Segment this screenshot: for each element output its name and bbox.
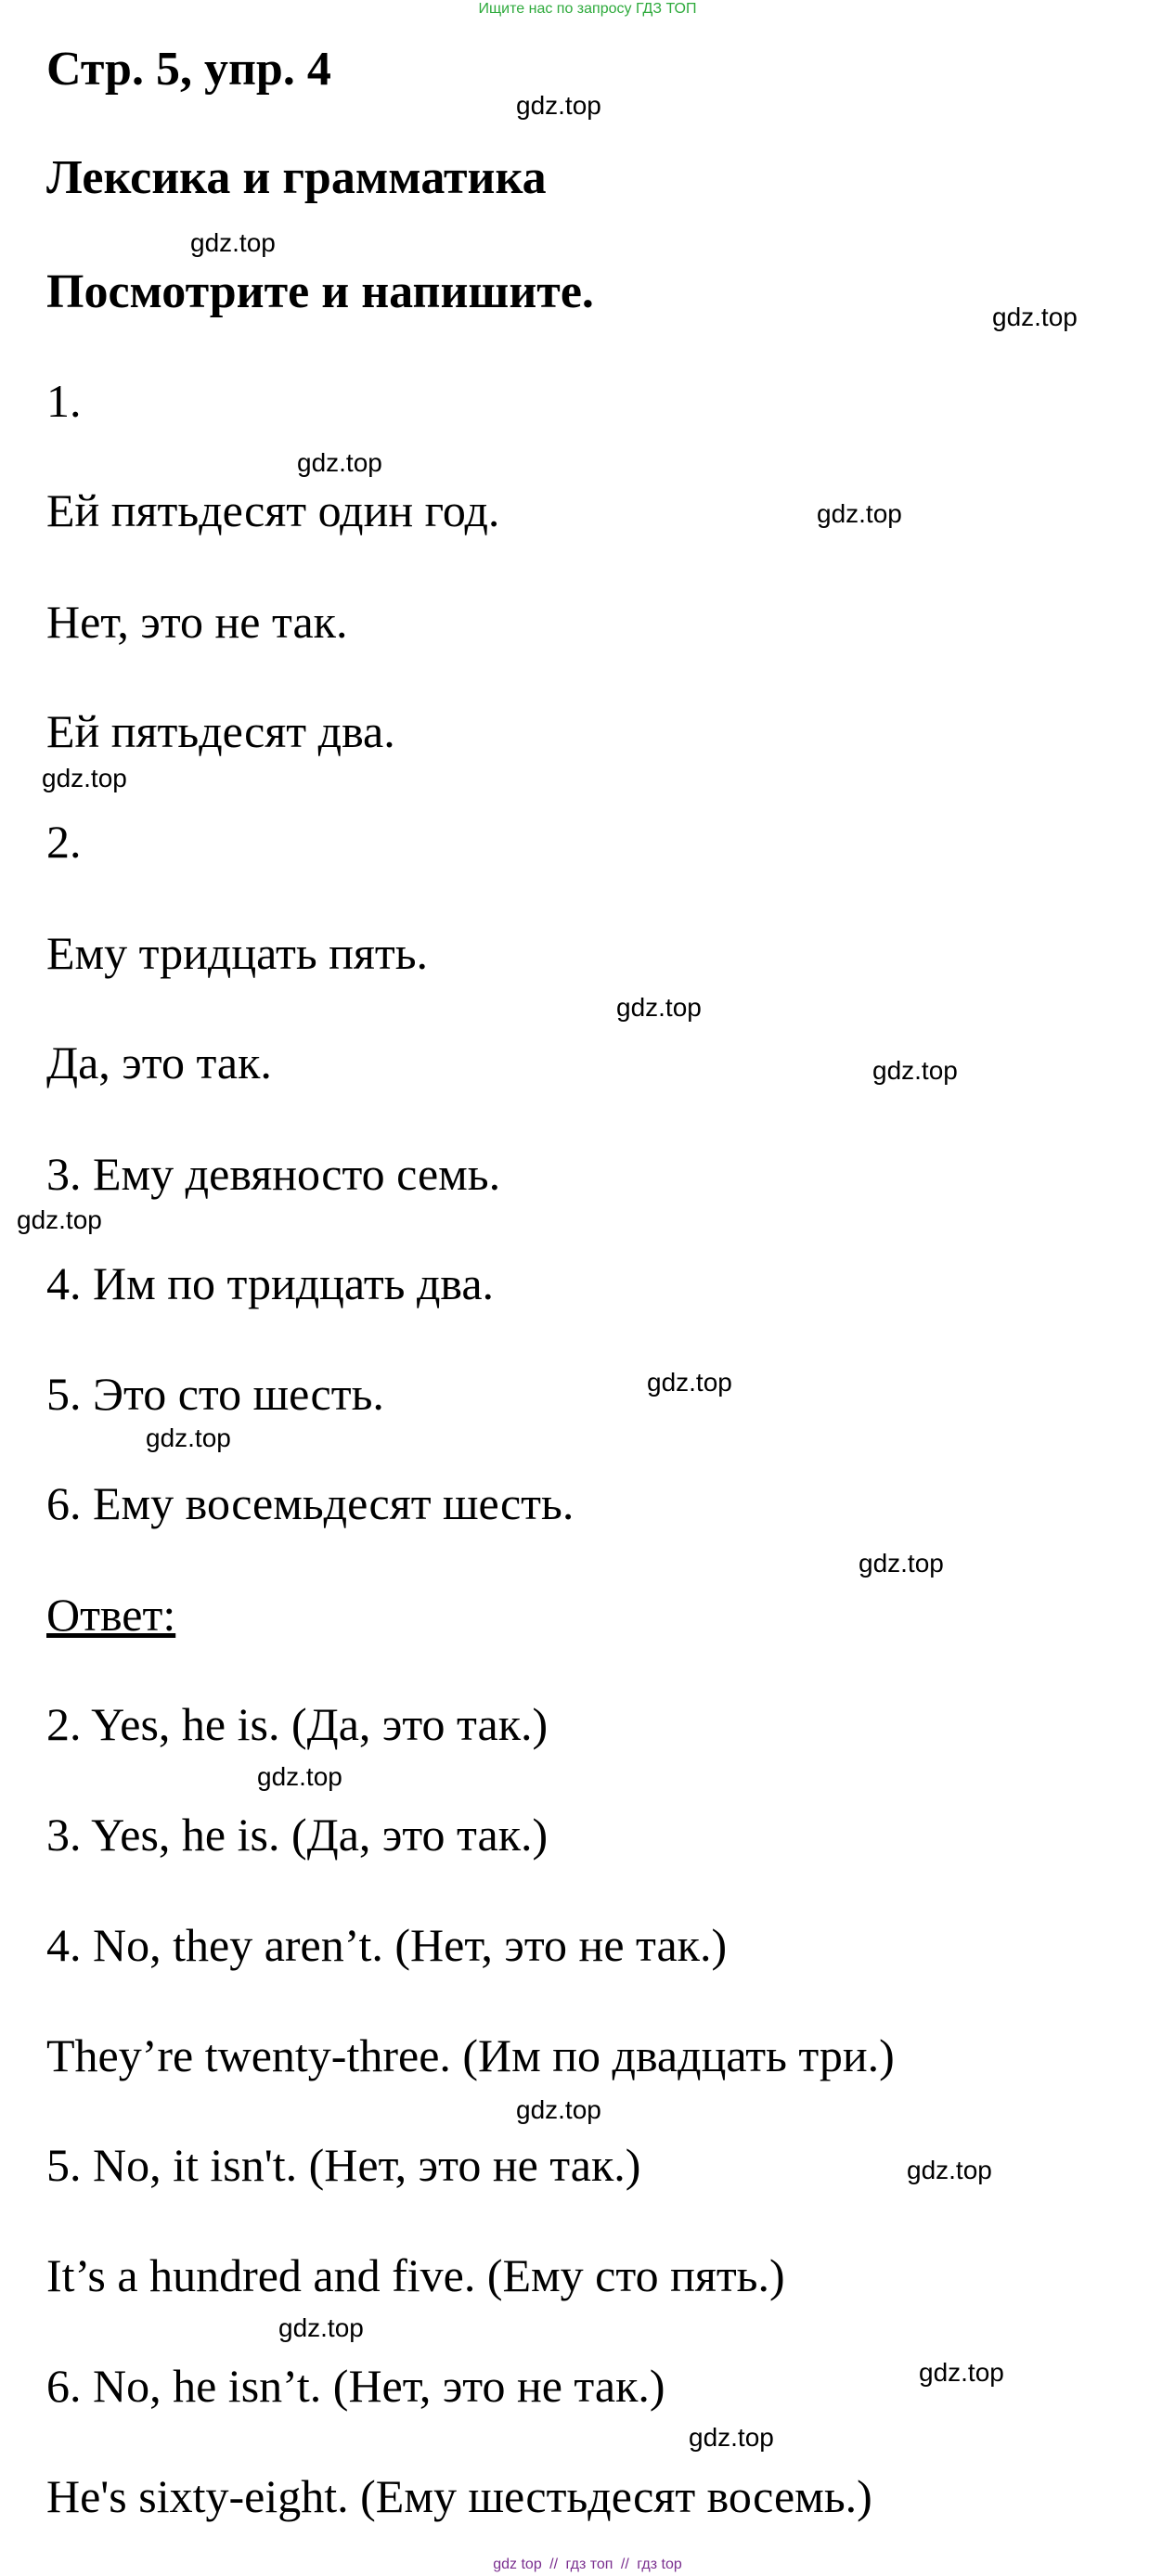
watermark: gdz.top	[516, 2095, 601, 2124]
answer-line: 2. Yes, he is. (Да, это так.)	[46, 1698, 549, 1750]
exercise-line: Ей пятьдесят один год.	[46, 484, 500, 536]
page-title: Стр. 5, упр. 4	[46, 43, 331, 96]
exercise-line: 6. Ему восемьдесят шесть.	[46, 1477, 575, 1529]
exercise-line: 1.	[46, 375, 82, 427]
watermark: gdz.top	[919, 2358, 1004, 2387]
answer-line: 3. Yes, he is. (Да, это так.)	[46, 1809, 549, 1861]
answer-line: He's sixty-eight. (Ему шестьдесят восемь.)	[46, 2470, 872, 2522]
footer-separator: //	[620, 2557, 629, 2572]
watermark: gdz.top	[872, 1056, 958, 1085]
watermark: gdz.top	[297, 448, 382, 477]
exercise-line: Ему тридцать пять.	[46, 927, 429, 979]
footer-link[interactable]: gdz top	[493, 2557, 542, 2572]
answer-label: Ответ:	[46, 1589, 176, 1641]
task-heading: Посмотрите и напишите.	[46, 265, 594, 318]
footer-links	[0, 2556, 1175, 2574]
footer-separator: //	[549, 2557, 559, 2572]
answer-line: 6. No, he isn’t. (Нет, это не так.)	[46, 2360, 665, 2412]
watermark: gdz.top	[516, 91, 601, 120]
watermark: gdz.top	[859, 1549, 944, 1578]
watermark: gdz.top	[992, 303, 1078, 331]
exercise-line: Нет, это не так.	[46, 596, 348, 648]
watermark: gdz.top	[278, 2313, 364, 2342]
watermark: gdz.top	[817, 499, 902, 528]
answer-line: 5. No, it isn't. (Нет, это не так.)	[46, 2139, 641, 2191]
watermark: gdz.top	[190, 228, 276, 257]
exercise-line: Ей пятьдесят два.	[46, 705, 395, 757]
watermark: gdz.top	[42, 764, 127, 792]
section-heading: Лексика и грамматика	[46, 151, 547, 204]
answer-line: They’re twenty-three. (Им по двадцать три.)	[46, 2029, 895, 2081]
watermark: gdz.top	[647, 1368, 732, 1397]
footer-link[interactable]: гдз топ	[565, 2557, 613, 2572]
exercise-line: Да, это так.	[46, 1037, 272, 1088]
watermark: gdz.top	[689, 2423, 774, 2452]
watermark: gdz.top	[257, 1762, 342, 1791]
exercise-line: 4. Им по тридцать два.	[46, 1257, 495, 1309]
exercise-line: 3. Ему девяносто семь.	[46, 1148, 501, 1200]
exercise-line: 2.	[46, 816, 82, 868]
watermark: gdz.top	[17, 1205, 102, 1234]
watermark: gdz.top	[616, 993, 702, 1022]
exercise-line: 5. Это сто шесть.	[46, 1368, 384, 1420]
answer-line: It’s a hundred and five. (Ему сто пять.)	[46, 2249, 785, 2301]
watermark: gdz.top	[146, 1423, 231, 1452]
footer-link[interactable]: гдз top	[637, 2557, 682, 2572]
top-banner[interactable]: Ищите нас по запросу ГДЗ ТОП	[478, 1, 697, 17]
answer-line: 4. No, they aren’t. (Нет, это не так.)	[46, 1919, 728, 1971]
watermark: gdz.top	[907, 2156, 992, 2184]
